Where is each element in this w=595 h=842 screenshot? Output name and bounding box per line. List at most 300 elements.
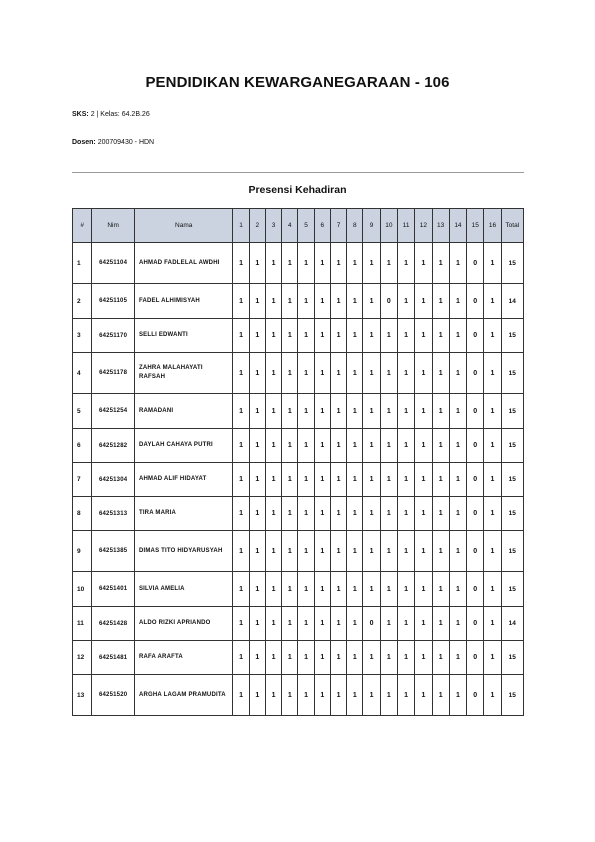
student-nim: 64251481 [92,641,135,675]
attendance-cell: 1 [432,675,449,716]
attendance-cell: 1 [380,429,397,463]
attendance-cell: 1 [449,319,466,353]
attendance-cell: 1 [432,641,449,675]
attendance-cell: 1 [282,463,298,497]
attendance-cell: 1 [398,531,415,572]
attendance-cell: 1 [265,463,281,497]
attendance-cell: 1 [432,531,449,572]
student-name: SILVIA AMELIA [134,572,233,607]
student-nim: 64251428 [92,607,135,641]
attendance-cell: 1 [282,243,298,284]
attendance-cell: 1 [449,497,466,531]
column-header: 10 [380,209,397,243]
attendance-cell: 0 [467,429,484,463]
attendance-cell: 1 [363,429,380,463]
attendance-cell: 1 [265,675,281,716]
attendance-cell: 0 [363,607,380,641]
attendance-cell: 1 [347,641,363,675]
attendance-cell: 1 [449,284,466,319]
attendance-cell: 1 [330,319,346,353]
attendance-total: 15 [501,353,523,394]
attendance-cell: 1 [449,394,466,429]
attendance-cell: 1 [363,572,380,607]
attendance-cell: 1 [380,319,397,353]
attendance-cell: 1 [347,353,363,394]
attendance-cell: 1 [432,394,449,429]
attendance-cell: 1 [314,531,330,572]
attendance-cell: 1 [432,429,449,463]
attendance-cell: 1 [282,284,298,319]
dosen-info [72,139,154,146]
attendance-cell: 1 [265,531,281,572]
attendance-cell: 1 [233,243,249,284]
attendance-cell: 1 [314,675,330,716]
attendance-cell: 1 [265,353,281,394]
attendance-cell: 1 [347,531,363,572]
attendance-cell: 1 [398,394,415,429]
column-header: 7 [330,209,346,243]
attendance-cell: 1 [449,463,466,497]
attendance-cell: 1 [249,497,265,531]
attendance-total: 14 [501,607,523,641]
attendance-cell: 1 [415,353,432,394]
attendance-cell: 1 [432,243,449,284]
attendance-cell: 1 [233,394,249,429]
table-row [73,607,524,641]
attendance-cell: 1 [330,531,346,572]
attendance-total: 15 [501,243,523,284]
column-header: Nama [134,209,233,243]
attendance-cell: 1 [415,463,432,497]
attendance-cell: 1 [398,463,415,497]
attendance-cell: 1 [233,319,249,353]
attendance-cell: 0 [467,497,484,531]
row-number: 1 [73,243,92,284]
attendance-cell: 1 [233,641,249,675]
attendance-cell: 1 [449,429,466,463]
column-header: 6 [314,209,330,243]
attendance-cell: 1 [233,531,249,572]
column-header: 3 [265,209,281,243]
attendance-cell: 1 [484,463,501,497]
attendance-cell: 1 [298,531,314,572]
attendance-cell: 1 [398,353,415,394]
attendance-total: 15 [501,429,523,463]
attendance-cell: 1 [449,675,466,716]
attendance-cell: 1 [484,394,501,429]
attendance-cell: 1 [330,572,346,607]
attendance-cell: 1 [265,429,281,463]
column-header: 15 [467,209,484,243]
attendance-total: 15 [501,394,523,429]
attendance-cell: 1 [298,572,314,607]
row-number: 7 [73,463,92,497]
column-header: 5 [298,209,314,243]
student-nim: 64251385 [92,531,135,572]
attendance-cell: 1 [380,641,397,675]
attendance-cell: 1 [298,394,314,429]
table-row [73,675,524,716]
attendance-cell: 1 [484,319,501,353]
attendance-cell: 1 [363,243,380,284]
table-header [73,209,524,243]
column-header: 8 [347,209,363,243]
attendance-cell: 1 [298,607,314,641]
attendance-cell: 1 [347,394,363,429]
table-row [73,641,524,675]
attendance-cell: 1 [398,572,415,607]
table-row [73,284,524,319]
column-header: Total [501,209,523,243]
attendance-cell: 1 [432,607,449,641]
column-header: 16 [484,209,501,243]
attendance-cell: 1 [249,243,265,284]
attendance-cell: 1 [298,497,314,531]
attendance-cell: 1 [484,531,501,572]
attendance-cell: 1 [314,243,330,284]
student-nim: 64251254 [92,394,135,429]
student-nim: 64251401 [92,572,135,607]
attendance-cell: 1 [233,675,249,716]
attendance-cell: 1 [363,497,380,531]
attendance-cell: 1 [330,497,346,531]
student-name: FADEL ALHIMISYAH [134,284,233,319]
attendance-cell: 1 [398,641,415,675]
attendance-cell: 1 [314,429,330,463]
attendance-cell: 1 [249,675,265,716]
row-number: 10 [73,572,92,607]
student-name: AHMAD FADLELAL AWDHI [134,243,233,284]
attendance-cell: 1 [282,429,298,463]
attendance-cell: 1 [398,607,415,641]
attendance-cell: 1 [314,572,330,607]
attendance-cell: 1 [330,463,346,497]
attendance-cell: 1 [330,394,346,429]
attendance-cell: 1 [484,641,501,675]
attendance-cell: 1 [347,284,363,319]
attendance-cell: 0 [467,243,484,284]
attendance-cell: 1 [449,353,466,394]
attendance-cell: 1 [330,353,346,394]
attendance-cell: 0 [467,284,484,319]
attendance-cell: 1 [347,572,363,607]
attendance-cell: 1 [314,394,330,429]
attendance-cell: 0 [380,284,397,319]
attendance-cell: 1 [249,319,265,353]
attendance-cell: 1 [330,429,346,463]
attendance-cell: 1 [415,429,432,463]
column-header: 2 [249,209,265,243]
attendance-cell: 1 [347,319,363,353]
attendance-cell: 1 [380,607,397,641]
attendance-cell: 1 [265,284,281,319]
student-name: SELLI EDWANTI [134,319,233,353]
attendance-cell: 1 [432,319,449,353]
attendance-cell: 1 [265,607,281,641]
attendance-cell: 1 [282,641,298,675]
attendance-total: 15 [501,531,523,572]
table-row [73,353,524,394]
attendance-cell: 1 [330,675,346,716]
attendance-cell: 1 [265,572,281,607]
student-name: DIMAS TITO HIDYARUSYAH [134,531,233,572]
table-row [73,429,524,463]
attendance-table [72,208,524,716]
column-header: 4 [282,209,298,243]
attendance-cell: 1 [282,353,298,394]
attendance-cell: 1 [249,284,265,319]
attendance-cell: 1 [298,675,314,716]
divider [72,172,524,173]
sks-value: 2 | Kelas: 64.2B.26 [90,111,150,118]
attendance-cell: 1 [432,353,449,394]
attendance-cell: 1 [265,641,281,675]
attendance-total: 15 [501,463,523,497]
attendance-total: 15 [501,319,523,353]
attendance-cell: 1 [432,284,449,319]
attendance-cell: 1 [233,284,249,319]
attendance-cell: 0 [467,531,484,572]
attendance-cell: 1 [298,641,314,675]
attendance-cell: 1 [415,497,432,531]
attendance-cell: 1 [484,572,501,607]
attendance-cell: 1 [449,607,466,641]
attendance-cell: 1 [282,675,298,716]
student-nim: 64251282 [92,429,135,463]
attendance-cell: 1 [380,531,397,572]
attendance-cell: 1 [347,497,363,531]
attendance-cell: 1 [282,607,298,641]
attendance-cell: 1 [380,572,397,607]
student-name: ALDO RIZKI APRIANDO [134,607,233,641]
attendance-total: 15 [501,675,523,716]
attendance-total: 15 [501,572,523,607]
student-nim: 64251313 [92,497,135,531]
attendance-cell: 1 [380,463,397,497]
student-nim: 64251105 [92,284,135,319]
attendance-cell: 1 [330,641,346,675]
attendance-cell: 1 [415,641,432,675]
dosen-label: Dosen: [72,139,96,146]
attendance-cell: 1 [249,531,265,572]
table-row [73,463,524,497]
attendance-cell: 1 [314,284,330,319]
attendance-cell: 1 [282,394,298,429]
attendance-cell: 1 [298,463,314,497]
attendance-cell: 1 [233,463,249,497]
attendance-cell: 1 [330,243,346,284]
student-name: RAFA ARAFTA [134,641,233,675]
attendance-cell: 1 [449,243,466,284]
attendance-cell: 1 [484,607,501,641]
attendance-cell: 1 [415,572,432,607]
table-row [73,394,524,429]
attendance-total: 15 [501,497,523,531]
attendance-cell: 1 [415,675,432,716]
attendance-cell: 0 [467,353,484,394]
attendance-cell: 1 [363,531,380,572]
attendance-cell: 1 [363,353,380,394]
attendance-cell: 1 [415,243,432,284]
table-row [73,572,524,607]
row-number: 13 [73,675,92,716]
row-number: 3 [73,319,92,353]
attendance-cell: 1 [298,353,314,394]
attendance-cell: 0 [467,394,484,429]
attendance-cell: 1 [380,675,397,716]
attendance-cell: 1 [347,607,363,641]
attendance-total: 14 [501,284,523,319]
attendance-cell: 1 [398,284,415,319]
attendance-cell: 1 [398,429,415,463]
attendance-cell: 1 [298,429,314,463]
table-row [73,243,524,284]
table-row [73,319,524,353]
page-title: PENDIDIKAN KEWARGANEGARAAN - 106 [145,74,450,91]
student-name: ZAHRA MALAHAYATI RAFSAH [134,353,233,394]
attendance-cell: 1 [363,284,380,319]
section-title: Presensi Kehadiran [248,184,347,196]
row-number: 2 [73,284,92,319]
attendance-cell: 1 [484,243,501,284]
attendance-cell: 1 [484,497,501,531]
table-row [73,531,524,572]
attendance-cell: 1 [380,497,397,531]
attendance-cell: 0 [467,675,484,716]
column-header: 12 [415,209,432,243]
student-name: RAMADANI [134,394,233,429]
attendance-cell: 1 [314,607,330,641]
attendance-cell: 1 [484,675,501,716]
attendance-cell: 1 [363,675,380,716]
row-number: 8 [73,497,92,531]
attendance-cell: 0 [467,641,484,675]
attendance-cell: 1 [249,572,265,607]
attendance-cell: 1 [249,607,265,641]
column-header: 14 [449,209,466,243]
attendance-cell: 1 [484,429,501,463]
attendance-cell: 1 [449,641,466,675]
column-header: Nim [92,209,135,243]
sks-label: SKS: [72,111,89,118]
attendance-cell: 1 [233,572,249,607]
attendance-cell: 1 [249,429,265,463]
attendance-cell: 1 [282,319,298,353]
attendance-cell: 1 [282,497,298,531]
row-number: 4 [73,353,92,394]
attendance-cell: 0 [467,572,484,607]
attendance-cell: 1 [415,319,432,353]
attendance-cell: 1 [363,641,380,675]
attendance-cell: 1 [314,353,330,394]
row-number: 12 [73,641,92,675]
attendance-cell: 1 [432,463,449,497]
attendance-cell: 1 [398,243,415,284]
attendance-cell: 1 [449,572,466,607]
student-nim: 64251104 [92,243,135,284]
attendance-cell: 1 [380,243,397,284]
student-nim: 64251304 [92,463,135,497]
attendance-cell: 1 [282,531,298,572]
attendance-cell: 1 [249,353,265,394]
attendance-cell: 1 [398,497,415,531]
attendance-cell: 1 [233,497,249,531]
attendance-cell: 1 [233,353,249,394]
student-nim: 64251178 [92,353,135,394]
attendance-cell: 1 [314,497,330,531]
attendance-cell: 1 [314,641,330,675]
attendance-cell: 1 [398,319,415,353]
attendance-cell: 1 [363,394,380,429]
attendance-cell: 1 [314,319,330,353]
student-name: TIRA MARIA [134,497,233,531]
column-header: # [73,209,92,243]
attendance-total: 15 [501,641,523,675]
attendance-cell: 1 [330,284,346,319]
column-header: 11 [398,209,415,243]
attendance-cell: 1 [233,429,249,463]
student-name: DAYLAH CAHAYA PUTRI [134,429,233,463]
attendance-cell: 1 [432,572,449,607]
student-nim: 64251520 [92,675,135,716]
attendance-cell: 1 [298,284,314,319]
row-number: 9 [73,531,92,572]
dosen-value: 200709430 - HDN [97,139,155,146]
attendance-cell: 1 [415,394,432,429]
attendance-cell: 1 [265,243,281,284]
attendance-cell: 1 [484,353,501,394]
column-header: 1 [233,209,249,243]
attendance-cell: 1 [363,319,380,353]
table-row [73,497,524,531]
row-number: 5 [73,394,92,429]
attendance-cell: 1 [298,243,314,284]
attendance-cell: 1 [298,319,314,353]
attendance-cell: 1 [449,531,466,572]
sks-info [72,111,150,118]
attendance-cell: 1 [265,319,281,353]
attendance-cell: 1 [249,463,265,497]
column-header: 13 [432,209,449,243]
table-body [73,243,524,716]
attendance-cell: 1 [415,284,432,319]
attendance-cell: 1 [380,394,397,429]
attendance-cell: 1 [415,607,432,641]
attendance-cell: 1 [347,429,363,463]
attendance-cell: 1 [330,607,346,641]
attendance-cell: 1 [249,394,265,429]
attendance-cell: 1 [265,497,281,531]
attendance-cell: 1 [398,675,415,716]
attendance-cell: 1 [415,531,432,572]
student-nim: 64251170 [92,319,135,353]
row-number: 11 [73,607,92,641]
attendance-cell: 1 [282,572,298,607]
attendance-cell: 1 [363,463,380,497]
attendance-cell: 1 [265,394,281,429]
attendance-cell: 1 [432,497,449,531]
attendance-cell: 1 [233,607,249,641]
attendance-cell: 0 [467,607,484,641]
attendance-cell: 1 [249,641,265,675]
attendance-cell: 1 [347,243,363,284]
attendance-cell: 1 [314,463,330,497]
attendance-cell: 1 [380,353,397,394]
attendance-cell: 0 [467,463,484,497]
attendance-cell: 1 [347,463,363,497]
attendance-cell: 0 [467,319,484,353]
student-name: AHMAD ALIF HIDAYAT [134,463,233,497]
